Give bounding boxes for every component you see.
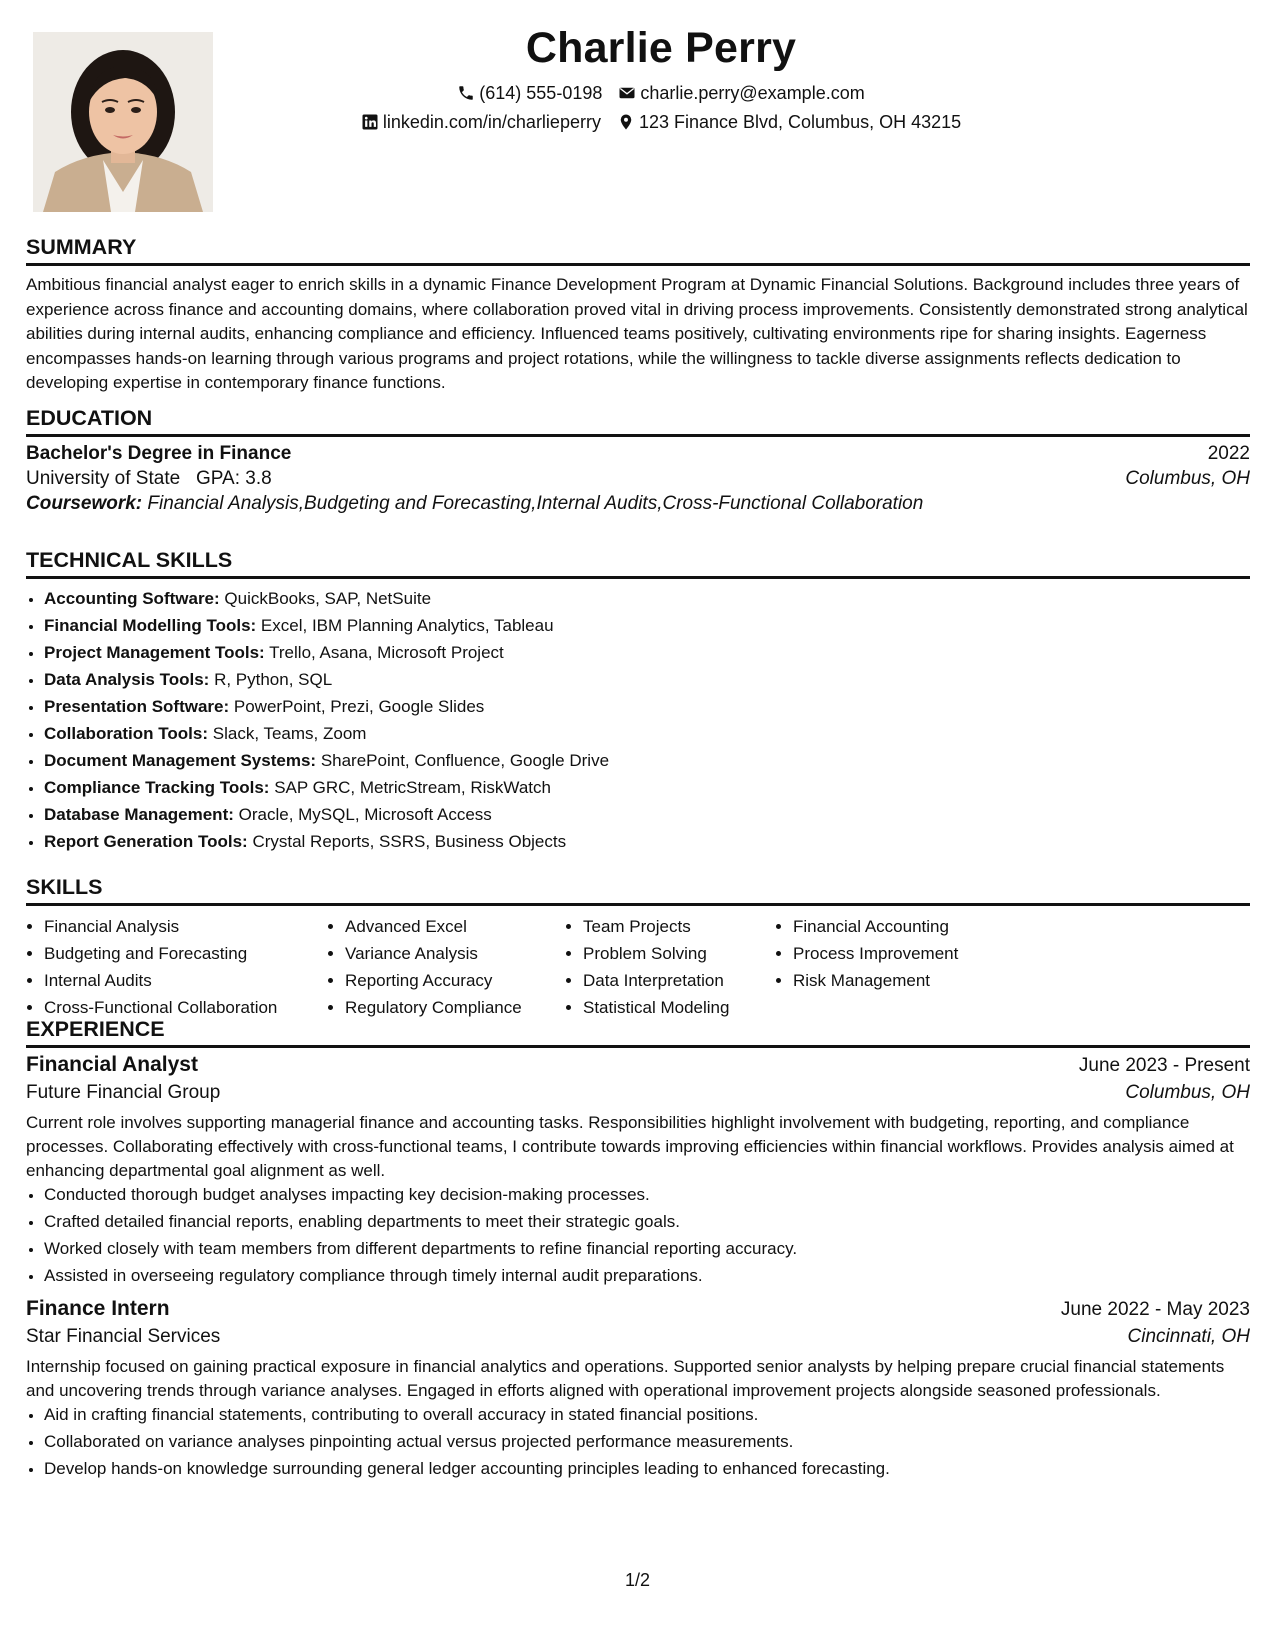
section-divider bbox=[26, 576, 1250, 579]
list-item: • Data Interpretation bbox=[583, 967, 775, 994]
skill-values: Slack, Teams, Zoom bbox=[212, 724, 367, 743]
school-name: University of State bbox=[26, 468, 181, 489]
skill-values: QuickBooks, SAP, NetSuite bbox=[224, 589, 432, 608]
list-item bbox=[44, 747, 1250, 774]
list-item bbox=[44, 612, 1250, 639]
list-item: • Collaborated on variance analyses pinpointing actual versus projected performance measurements. bbox=[44, 1428, 1250, 1455]
section-title: SUMMARY bbox=[26, 235, 137, 259]
job-subheader bbox=[26, 1082, 1250, 1104]
company-name: Future Financial Group bbox=[26, 1082, 221, 1103]
summary-section bbox=[26, 234, 1250, 396]
technical-skills-section bbox=[26, 547, 1250, 855]
degree: Bachelor's Degree in Finance bbox=[26, 443, 292, 464]
list-item: • Develop hands-on knowledge surrounding general ledger accounting principles leading to enhanced forecasting. bbox=[44, 1455, 1250, 1482]
skill-category: Compliance Tracking Tools: bbox=[44, 778, 270, 797]
list-item: • Variance Analysis bbox=[345, 940, 565, 967]
section-title: SKILLS bbox=[26, 875, 103, 899]
list-item bbox=[44, 774, 1250, 801]
section-divider bbox=[26, 903, 1250, 906]
envelope-icon bbox=[618, 84, 636, 102]
profile-photo bbox=[33, 32, 213, 212]
list-item: • Budgeting and Forecasting bbox=[44, 940, 327, 967]
job-location: Cincinnati, OH bbox=[1127, 1326, 1250, 1347]
job-title: Finance Intern bbox=[26, 1297, 170, 1320]
list-item bbox=[44, 801, 1250, 828]
skill-values: SharePoint, Confluence, Google Drive bbox=[320, 751, 610, 770]
list-item bbox=[44, 585, 1250, 612]
list-item: • Regulatory Compliance bbox=[345, 994, 565, 1021]
school-location: Columbus, OH bbox=[1125, 468, 1250, 489]
section-divider bbox=[26, 434, 1250, 437]
list-item: • Process Improvement bbox=[793, 940, 1033, 967]
skill-values: Excel, IBM Planning Analytics, Tableau bbox=[260, 616, 554, 635]
school-line bbox=[26, 468, 272, 490]
skills-column-1 bbox=[26, 913, 327, 1021]
phone-icon bbox=[457, 84, 475, 102]
job-subheader bbox=[26, 1326, 1250, 1348]
job-entry bbox=[26, 1297, 1250, 1482]
education-row-1 bbox=[26, 443, 1250, 465]
skills-column-4 bbox=[775, 913, 1033, 1021]
skills-section bbox=[26, 874, 1250, 1021]
job-location: Columbus, OH bbox=[1125, 1082, 1250, 1103]
list-item: • Crafted detailed financial reports, enabling departments to meet their strategic goals. bbox=[44, 1208, 1250, 1235]
gpa: GPA: 3.8 bbox=[196, 468, 272, 489]
skill-category: Database Management: bbox=[44, 805, 234, 824]
page-number: 1/2 bbox=[624, 1570, 651, 1590]
skill-category: Accounting Software: bbox=[44, 589, 220, 608]
coursework-label: Coursework: bbox=[26, 493, 143, 514]
job-dates: June 2023 - Present bbox=[1078, 1055, 1250, 1076]
skill-values: R, Python, SQL bbox=[214, 670, 333, 689]
skill-values: Trello, Asana, Microsoft Project bbox=[269, 643, 504, 662]
graduation-year: 2022 bbox=[1207, 443, 1250, 464]
linkedin-text: linkedin.com/in/charlieperry bbox=[382, 112, 601, 132]
job-description: Internship focused on gaining practical exposure in financial analytics and operations. Supported senior analysts by helping prepare crucial financial statements and uncovering trends through variance analyses. Engaged in efforts aligned with operational improvement projects alongside seasoned professionals. bbox=[26, 1357, 1225, 1400]
list-item: • Conducted thorough budget analyses impacting key decision-making processes. bbox=[44, 1181, 1250, 1208]
email-text: charlie.perry@example.com bbox=[640, 83, 865, 103]
education-section bbox=[26, 405, 1250, 515]
summary-text: Ambitious financial analyst eager to enrich skills in a dynamic Finance Development Program at Dynamic Financial Solutions. Background includes three years of experience across finance and accounting domains, where collaboration proved vital in driving process improvements. Consistently demonstrated strong analytical abilities during internal audits, enhancing compliance and efficiency. Influenced teams positively, cultivating environments ripe for sharing insights. Eagerness encompasses hands-on learning through various programs and project rotations, while the willingness to tackle diverse assignments reflects dedication to developing expertise in contemporary finance functions. bbox=[26, 275, 1248, 392]
job-bullets bbox=[26, 1181, 1250, 1289]
list-item bbox=[44, 666, 1250, 693]
technical-skills-list bbox=[26, 585, 1250, 855]
skills-column-2 bbox=[327, 913, 565, 1021]
map-pin-icon bbox=[617, 113, 635, 131]
job-description: Current role involves supporting managerial finance and accounting tasks. Responsibilities highlight involvement with budgeting, reporting, and compliance processes. Collaborating effectively with cross-functional teams, I contribute towards improving efficiencies within financial workflows. Provides analysis aimed at enhancing departmental goal alignment as well. bbox=[26, 1113, 1234, 1180]
list-item: • Statistical Modeling bbox=[583, 994, 775, 1021]
candidate-name: Charlie Perry bbox=[525, 24, 797, 72]
list-item bbox=[44, 828, 1250, 855]
list-item: • Advanced Excel bbox=[345, 913, 565, 940]
skill-category: Document Management Systems: bbox=[44, 751, 317, 770]
skill-category: Report Generation Tools: bbox=[44, 832, 248, 851]
skill-category: Presentation Software: bbox=[44, 697, 230, 716]
coursework-list: Financial Analysis,Budgeting and Forecasting,Internal Audits,Cross-Functional Collaboration bbox=[147, 493, 924, 514]
skill-category: Data Analysis Tools: bbox=[44, 670, 210, 689]
header bbox=[196, 20, 1126, 134]
skill-category: Financial Modelling Tools: bbox=[44, 616, 257, 635]
job-entry bbox=[26, 1053, 1250, 1289]
skill-values: PowerPoint, Prezi, Google Slides bbox=[233, 697, 485, 716]
list-item: • Financial Accounting bbox=[793, 913, 1033, 940]
job-title: Financial Analyst bbox=[26, 1053, 198, 1076]
list-item: • Aid in crafting financial statements, contributing to overall accuracy in stated financial positions. bbox=[44, 1401, 1250, 1428]
skills-column-3 bbox=[565, 913, 775, 1021]
section-title: EDUCATION bbox=[26, 406, 153, 430]
coursework-line bbox=[26, 493, 1250, 515]
job-bullets bbox=[26, 1401, 1250, 1482]
list-item: • Problem Solving bbox=[583, 940, 775, 967]
contact-line-2 bbox=[196, 110, 1126, 134]
linkedin-icon bbox=[361, 113, 379, 131]
contact-line-1 bbox=[196, 81, 1126, 105]
skill-values: Crystal Reports, SSRS, Business Objects bbox=[252, 832, 567, 851]
skill-category: Collaboration Tools: bbox=[44, 724, 209, 743]
phone-text: (614) 555-0198 bbox=[479, 83, 603, 103]
list-item: • Team Projects bbox=[583, 913, 775, 940]
address-text: 123 Finance Blvd, Columbus, OH 43215 bbox=[638, 112, 962, 132]
section-divider bbox=[26, 263, 1250, 266]
job-header bbox=[26, 1297, 1250, 1321]
section-divider bbox=[26, 1045, 1250, 1048]
list-item: • Internal Audits bbox=[44, 967, 327, 994]
job-dates: June 2022 - May 2023 bbox=[1060, 1299, 1250, 1320]
experience-section bbox=[26, 1016, 1250, 1482]
skill-values: Oracle, MySQL, Microsoft Access bbox=[238, 805, 492, 824]
company-name: Star Financial Services bbox=[26, 1326, 221, 1347]
address-contact bbox=[617, 110, 961, 134]
education-row-2 bbox=[26, 468, 1250, 490]
skill-values: SAP GRC, MetricStream, RiskWatch bbox=[274, 778, 551, 797]
list-item bbox=[44, 693, 1250, 720]
list-item: • Risk Management bbox=[793, 967, 1033, 994]
list-item bbox=[44, 720, 1250, 747]
email-contact[interactable] bbox=[618, 81, 864, 105]
section-title: EXPERIENCE bbox=[26, 1017, 165, 1041]
phone-contact[interactable] bbox=[457, 81, 602, 105]
list-item: • Assisted in overseeing regulatory compliance through timely internal audit preparations. bbox=[44, 1262, 1250, 1289]
list-item bbox=[44, 639, 1250, 666]
linkedin-contact[interactable] bbox=[361, 110, 601, 134]
list-item: • Financial Analysis bbox=[44, 913, 327, 940]
person-portrait-image bbox=[33, 32, 213, 212]
job-header bbox=[26, 1053, 1250, 1077]
list-item: • Reporting Accuracy bbox=[345, 967, 565, 994]
list-item: • Cross-Functional Collaboration bbox=[44, 994, 327, 1021]
list-item: • Worked closely with team members from different departments to refine financial reporting accuracy. bbox=[44, 1235, 1250, 1262]
skills-grid bbox=[26, 913, 1250, 1021]
skill-category: Project Management Tools: bbox=[44, 643, 265, 662]
section-title: TECHNICAL SKILLS bbox=[26, 548, 233, 572]
